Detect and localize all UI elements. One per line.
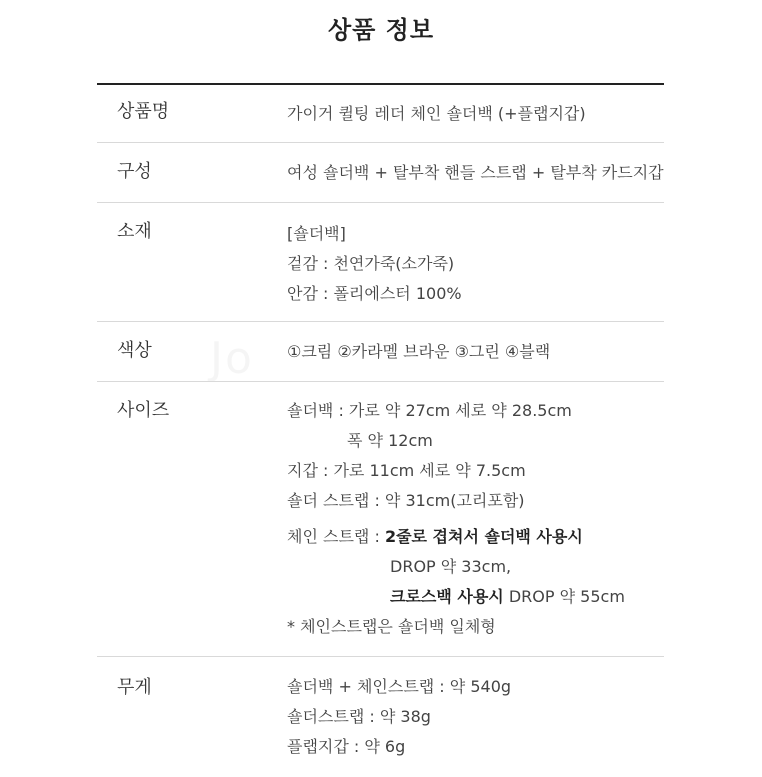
- row-value: 안감 : 폴리에스터 100%: [287, 284, 462, 303]
- row-value: [숄더백]: [287, 224, 346, 243]
- row-value: 숄더백 + 체인스트랩 : 약 540g: [287, 677, 512, 696]
- row-value: 폭 약 12cm: [347, 431, 433, 450]
- page-title: 상품 정보: [327, 16, 435, 44]
- row-label: 무게: [117, 677, 152, 698]
- table-row-weight: [97, 657, 664, 777]
- table-row-product-name: [97, 85, 664, 143]
- table-row-color: [97, 322, 664, 382]
- table-row-material: [97, 203, 664, 322]
- row-value: 숄더스트랩 : 약 38g: [287, 707, 431, 726]
- row-label: 상품명: [117, 101, 170, 122]
- row-value: ①크림 ②카라멜 브라운 ③그린 ④블랙: [287, 342, 551, 361]
- table-row-composition: [97, 143, 664, 203]
- row-label: 소재: [117, 221, 152, 242]
- product-info-table: [97, 83, 664, 777]
- row-label: 색상: [117, 340, 152, 361]
- row-value: 가이거 퀼팅 레더 체인 숄더백 (+플랩지갑): [287, 104, 586, 123]
- chain-strap-shoulder-use: 2줄로 겹쳐서 숄더백 사용시: [384, 527, 583, 546]
- chain-strap-line: [287, 522, 664, 552]
- table-row-size: [97, 382, 664, 657]
- chain-strap-drop1: DROP 약 33cm,: [390, 557, 512, 576]
- row-value: 플랩지갑 : 약 6g: [287, 737, 406, 756]
- chain-strap-drop2: DROP 약 55cm: [503, 587, 625, 606]
- row-value: 숄더 스트랩 : 약 31cm(고리포함): [287, 491, 525, 510]
- row-label: 사이즈: [117, 400, 170, 421]
- row-value: 숄더백 : 가로 약 27cm 세로 약 28.5cm: [287, 401, 572, 420]
- row-label: 구성: [117, 161, 152, 182]
- chain-strap-cross-use: 크로스백 사용시: [390, 587, 504, 606]
- chain-strap-cross-line: [287, 582, 664, 612]
- row-value: 겉감 : 천연가죽(소가죽): [287, 254, 455, 273]
- row-value: 여성 숄더백 + 탈부착 핸들 스트랩 + 탈부착 카드지갑: [287, 163, 664, 182]
- row-value: 지갑 : 가로 11cm 세로 약 7.5cm: [287, 461, 526, 480]
- chain-strap-label: 체인 스트랩 :: [287, 527, 385, 546]
- chain-strap-note: * 체인스트랩은 숄더백 일체형: [287, 617, 496, 636]
